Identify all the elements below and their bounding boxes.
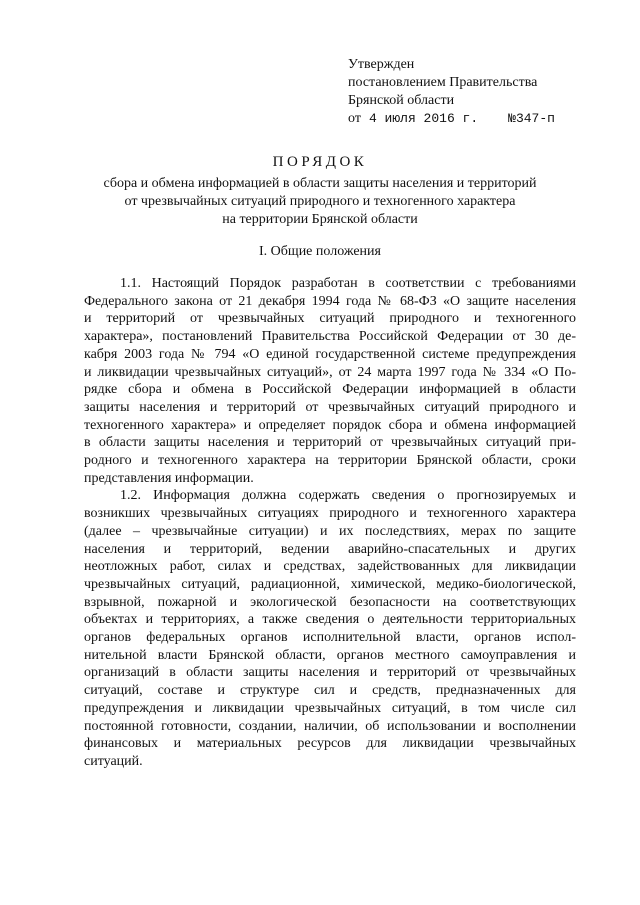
text-line: населения и территорий, ведении аварийно-спасательных и других (84, 541, 576, 557)
document-subtitle (88, 175, 552, 229)
subtitle-line: сбора и обмена информацией в области защиты населения и территорий (103, 176, 537, 191)
paragraph-1-2 (84, 487, 576, 770)
text-line: постоянной готовности, создании, наличии, об использовании и восполнении (84, 718, 576, 734)
text-line: 1.1. Настоящий Порядок разработан в соответствии с требованиями (120, 276, 576, 291)
approval-line-approved: Утвержден (348, 57, 415, 72)
approval-line-resolution: постановлением Правительства (348, 75, 538, 90)
text-line: организаций в области защиты населения и территорий от чрезвычайных (84, 665, 576, 681)
text-line: и ликвидации чрезвычайных ситуаций», от 24 марта 1997 года № 334 «О По- (84, 364, 576, 380)
text-line: взрывной, пожарной и экологической безопасности на соответствующих (84, 594, 576, 610)
body-text (84, 275, 576, 771)
text-line: органов федеральных органов исполнительной власти, органов испол- (84, 630, 576, 646)
text-line: предупреждения и ликвидации чрезвычайных ситуаций, в том числе сил (84, 700, 576, 716)
text-line: 1.2. Информация должна содержать сведения о прогнозируемых и (120, 488, 576, 504)
text-line: родного и техногенного характера на территории Брянской области, сроки (84, 453, 576, 469)
text-line: объектах и территориях, а также сведения о деятельности территориальных (84, 612, 576, 628)
text-line: финансовых и материальных ресурсов для ликвидации чрезвычайных (84, 736, 576, 752)
subtitle-line: от чрезвычайных ситуаций природного и техногенного характера (124, 194, 516, 209)
subtitle-line: на территории Брянской области (222, 212, 418, 227)
text-line: представления информации. (84, 470, 254, 486)
approval-date: 4 июля 2016 г. (368, 111, 479, 126)
text-line: кабря 2003 года № 794 «О единой государственной системе предупреждения (84, 346, 576, 362)
text-line: характера», постановлений Правительства Российской Федерации от 30 де- (84, 329, 576, 345)
text-line: рядке сбора и обмена в Российской Федерации информацией в области (84, 382, 576, 398)
text-line: возникших чрезвычайных ситуациях природного и техногенного характера (84, 506, 576, 522)
document-title: ПОРЯДОК (272, 154, 368, 170)
text-line: нительной власти Брянской области, органов местного самоуправления и (84, 647, 576, 663)
text-line: ситуаций, составе и структуре сил и средств, предназначенных для (84, 683, 576, 699)
text-line: в области защиты населения и территорий от чрезвычайных ситуаций при- (84, 435, 576, 451)
text-line: и территорий от чрезвычайных ситуаций природного и техногенного (84, 311, 576, 327)
text-line: неотложных работ, силах и средствах, задействованных для ликвидации (84, 559, 576, 575)
approval-date-prefix: от (348, 111, 361, 126)
approval-date-line (348, 110, 608, 128)
text-line: ситуаций. (84, 753, 143, 769)
text-line: защиты населения и территорий от чрезвычайных ситуаций природного и (84, 399, 576, 415)
approval-block (348, 56, 608, 128)
text-line: чрезвычайных ситуаций, радиационной, химической, медико-биологической, (84, 576, 576, 592)
text-line: техногенного характера» и определяет порядок сбора и обмена информацией (84, 417, 576, 433)
paragraph-1-1 (84, 275, 576, 487)
text-line: (далее – чрезвычайные ситуации) и их последствиях, мерах по защите (84, 523, 576, 539)
approval-line-region: Брянской области (348, 93, 455, 108)
text-line: Федерального закона от 21 декабря 1994 года № 68-ФЗ «О защите населения (84, 293, 576, 309)
approval-number: №347-п (508, 111, 555, 126)
section-heading: I. Общие положения (259, 244, 381, 259)
